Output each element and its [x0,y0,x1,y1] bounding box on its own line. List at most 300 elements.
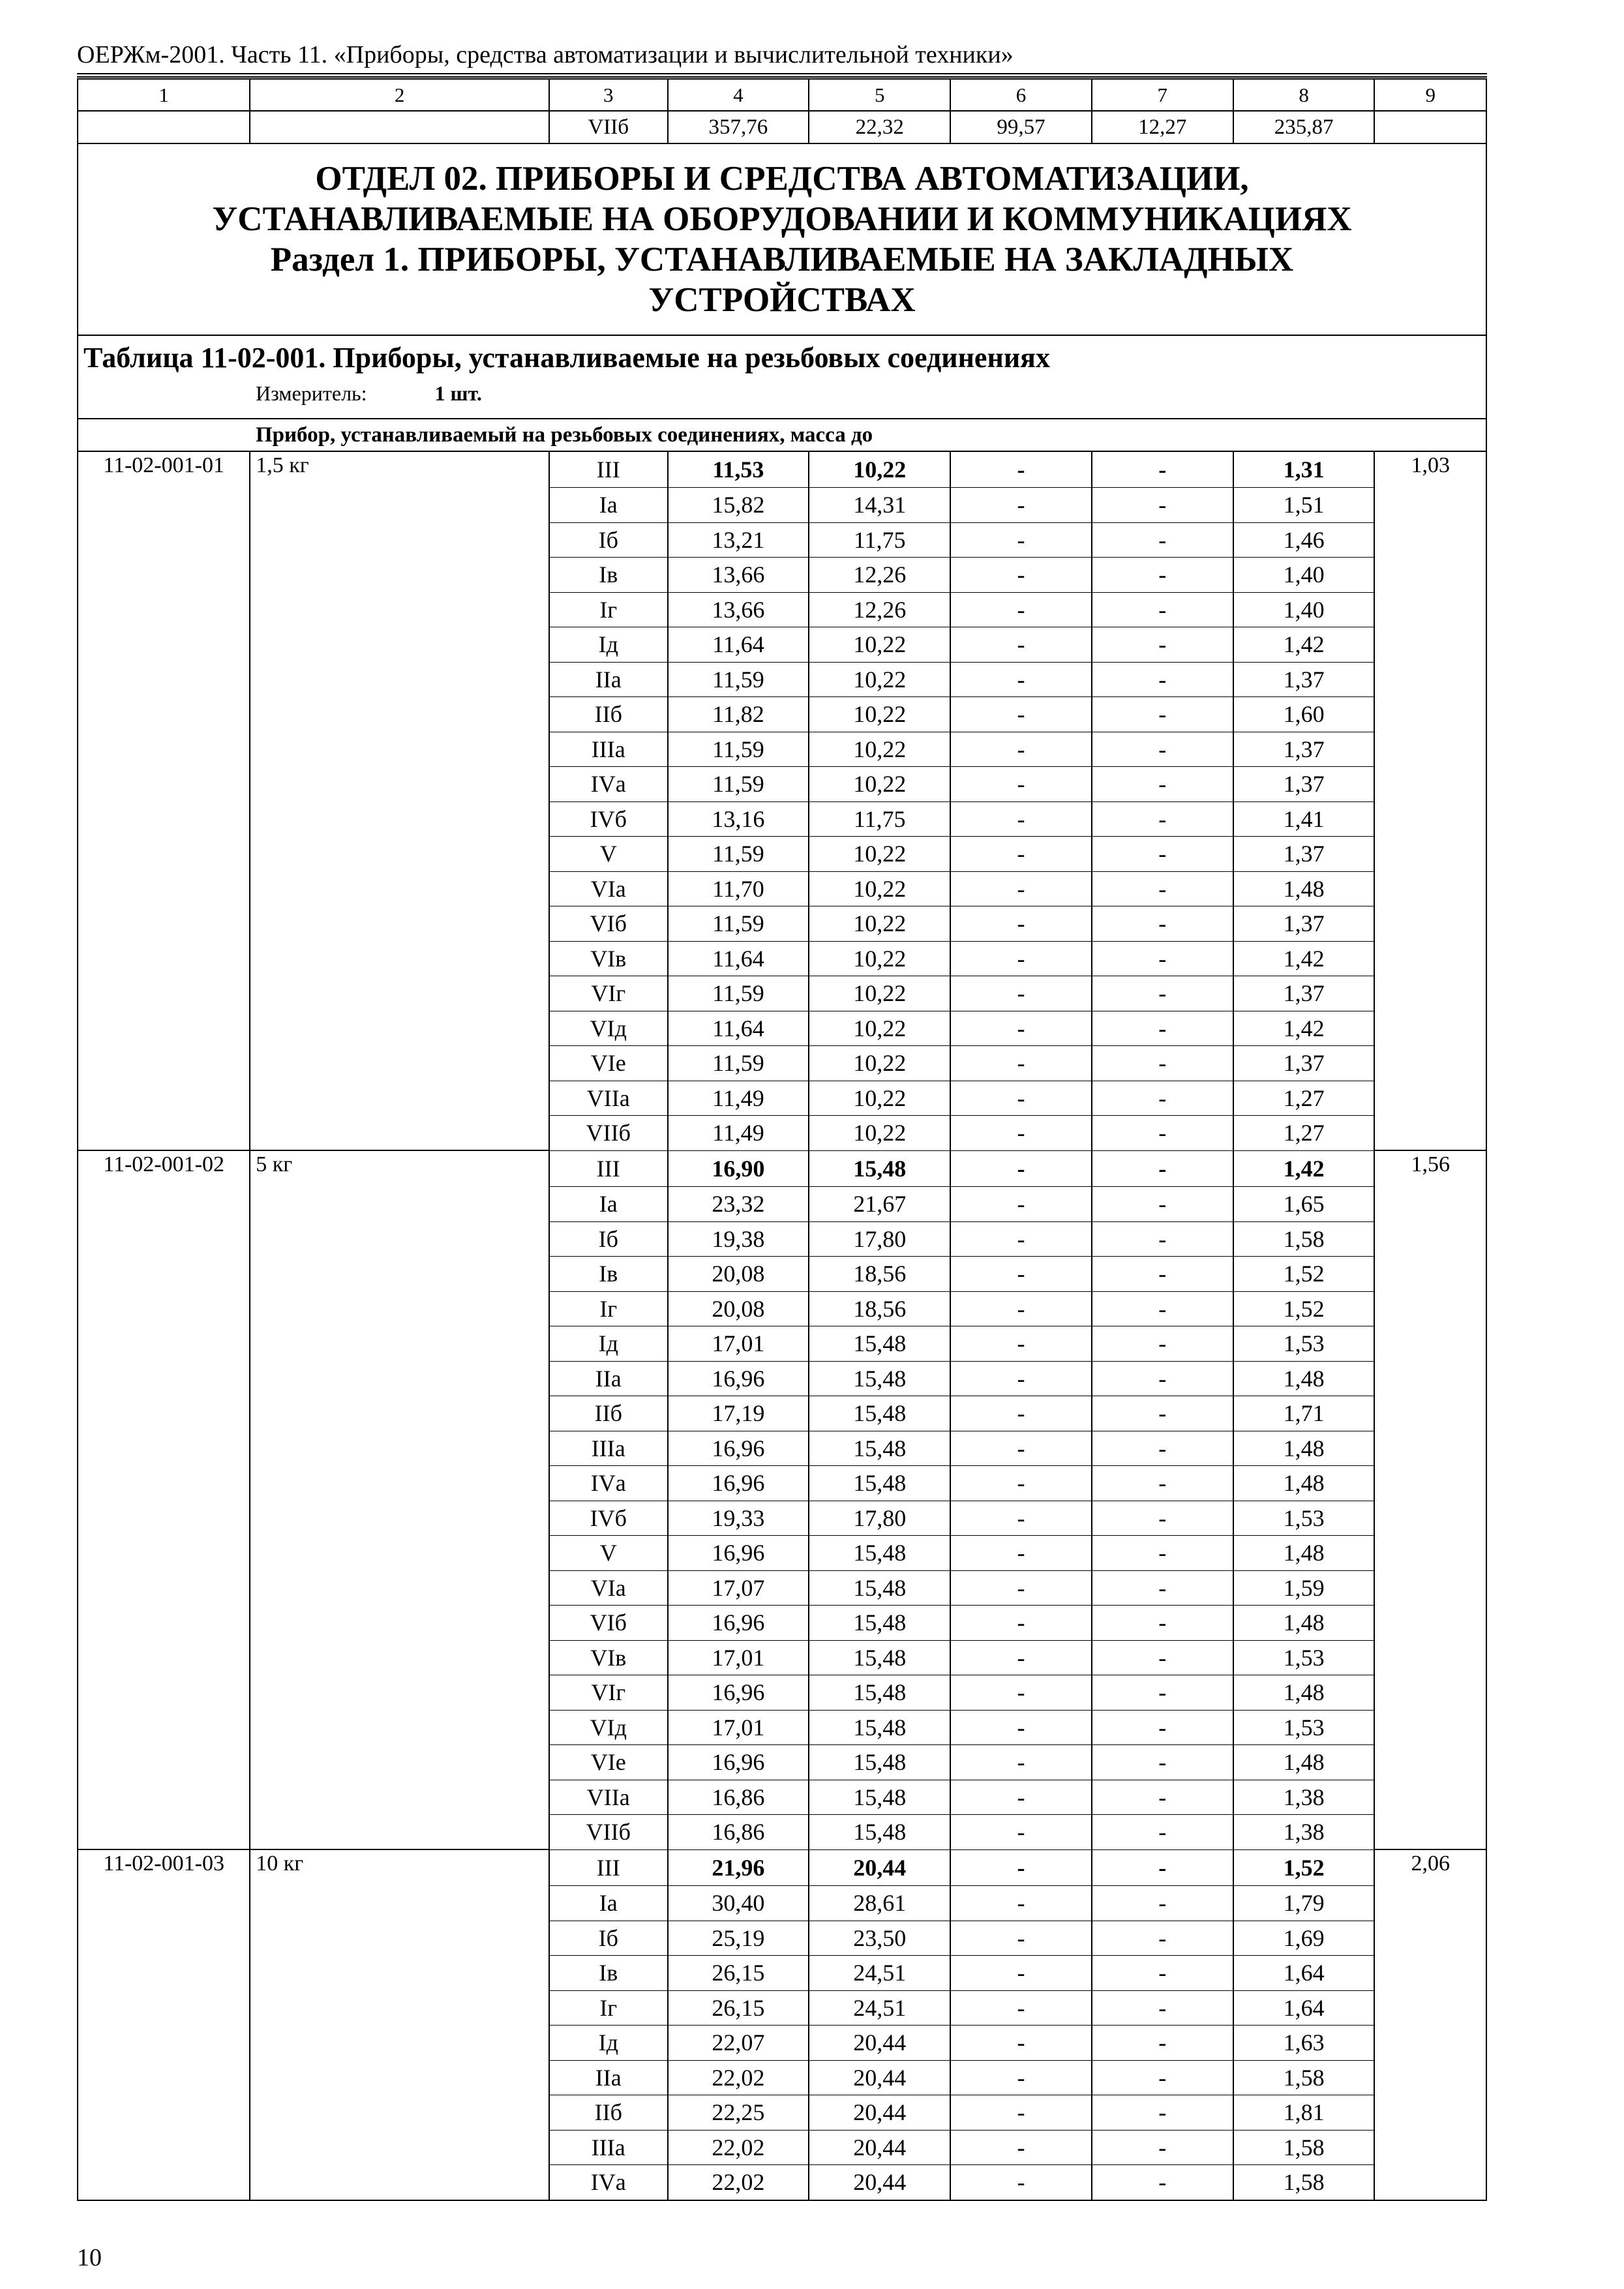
value-cell: 18,56 [809,1291,950,1326]
value-cell: - [1092,1815,1233,1850]
table-row [78,2130,1486,2165]
value-cell: 1,53 [1233,1326,1375,1362]
table-row [78,1187,1486,1222]
value-cell: 1,59 [1233,1570,1375,1606]
zone-cell: IVа [549,2165,668,2200]
rate-code [78,1815,250,1850]
value-cell: 10,22 [809,767,950,802]
value-cell: - [950,1849,1092,1886]
division-title-line1: ОТДЕЛ 02. ПРИБОРЫ И СРЕДСТВА АВТОМАТИЗАЦИИ, [315,160,1249,198]
value-cell: - [1092,2165,1233,2200]
zone-cell: Iд [549,1326,668,1362]
rate-code [78,1921,250,1956]
value-cell: - [950,1081,1092,1116]
value-cell: - [950,1257,1092,1292]
value-cell: 1,38 [1233,1780,1375,1815]
value-cell: - [950,1291,1092,1326]
item-name [250,837,549,872]
value-cell: - [1092,2130,1233,2165]
value-cell: 10,22 [809,732,950,767]
table-row [78,1886,1486,1921]
value-cell: - [1092,1606,1233,1641]
value-cell: 16,96 [668,1606,809,1641]
rate-code [78,1640,250,1675]
item-name [250,1081,549,1116]
rate-code [78,2026,250,2061]
value-cell: - [1092,1745,1233,1780]
zone-cell: VIIб [549,1815,668,1850]
column9-value [1374,2165,1486,2200]
table-row [78,1710,1486,1745]
table-cell [1374,111,1486,143]
part-title-line2: УСТРОЙСТВАХ [648,281,916,319]
table-cell: VIIб [549,111,668,143]
value-cell: 15,48 [809,1780,950,1815]
rate-code [78,732,250,767]
value-cell: - [1092,1187,1233,1222]
zone-cell: Iб [549,1921,668,1956]
item-name [250,871,549,906]
value-cell: 15,48 [809,1466,950,1501]
rate-code [78,2060,250,2095]
value-cell: - [950,1396,1092,1431]
zone-cell: V [549,1536,668,1571]
value-cell: 1,52 [1233,1849,1375,1886]
value-cell: 30,40 [668,1886,809,1921]
value-cell: 1,48 [1233,1536,1375,1571]
value-cell: 15,48 [809,1431,950,1466]
table-cell: 235,87 [1233,111,1375,143]
table-cell: 357,76 [668,111,809,143]
value-cell: 1,38 [1233,1815,1375,1850]
value-cell: - [950,1536,1092,1571]
value-cell: 18,56 [809,1257,950,1292]
table-row [78,801,1486,837]
item-name [250,941,549,976]
value-cell: - [1092,1466,1233,1501]
value-cell: 16,96 [668,1536,809,1571]
value-cell: - [950,1886,1092,1921]
rate-code [78,871,250,906]
value-cell: 1,37 [1233,767,1375,802]
table-cell: 12,27 [1092,111,1233,143]
table-row [78,1990,1486,2026]
table-row [78,1501,1486,1536]
value-cell: 11,64 [668,941,809,976]
value-cell: - [1092,1116,1233,1151]
column-number: 9 [1374,79,1486,111]
value-cell: 11,49 [668,1081,809,1116]
item-name [250,662,549,697]
zone-cell: IIIа [549,732,668,767]
value-cell: - [950,1431,1092,1466]
column9-value [1374,1466,1486,1501]
column9-value [1374,627,1486,663]
table-row [78,1221,1486,1257]
table-row [78,2165,1486,2200]
value-cell: - [950,837,1092,872]
value-cell: - [950,1710,1092,1745]
value-cell: 1,37 [1233,906,1375,942]
value-cell: - [950,627,1092,663]
item-name [250,1815,549,1850]
column9-value [1374,1640,1486,1675]
value-cell: - [1092,2026,1233,2061]
value-cell: 23,32 [668,1187,809,1222]
column9-value [1374,1221,1486,1257]
value-cell: 15,48 [809,1570,950,1606]
rate-code [78,1780,250,1815]
column9-value [1374,1990,1486,2026]
column9-value [1374,1116,1486,1151]
item-name [250,1570,549,1606]
table-title: Таблица 11-02-001. Приборы, устанавливаемые на резьбовых соединениях [83,342,1050,374]
value-cell: - [950,1187,1092,1222]
value-cell: - [1092,1780,1233,1815]
rate-code [78,2130,250,2165]
column9-value [1374,488,1486,523]
table-row [78,1956,1486,1991]
zone-cell: IVа [549,1466,668,1501]
value-cell: 1,64 [1233,1990,1375,2026]
table-row [78,1011,1486,1046]
table-row [78,1536,1486,1571]
table-row [78,732,1486,767]
table-row [78,2060,1486,2095]
rate-code [78,1956,250,1991]
value-cell: 28,61 [809,1886,950,1921]
item-name [250,1326,549,1362]
value-cell: 1,37 [1233,976,1375,1011]
rate-code [78,906,250,942]
value-cell: 22,25 [668,2095,809,2131]
value-cell: 21,96 [668,1849,809,1886]
value-cell: 10,22 [809,662,950,697]
value-cell: 1,60 [1233,697,1375,732]
value-cell: - [950,662,1092,697]
table-row [78,1745,1486,1780]
zone-cell: VIб [549,906,668,942]
table-row [78,1675,1486,1711]
value-cell: - [950,488,1092,523]
rate-code [78,1675,250,1711]
value-cell: 1,69 [1233,1921,1375,1956]
value-cell: - [950,906,1092,942]
table-row [78,1326,1486,1362]
column9-value [1374,1081,1486,1116]
rates-table [77,78,1487,2201]
rate-code [78,1396,250,1431]
value-cell: - [1092,1011,1233,1046]
zone-cell: VIе [549,1745,668,1780]
unit-line [78,378,1486,409]
item-name [250,1745,549,1780]
rate-code [78,1361,250,1396]
value-cell: 15,48 [809,1150,950,1187]
value-cell: - [950,801,1092,837]
zone-cell: VIе [549,1046,668,1081]
column-number: 1 [78,79,250,111]
zone-cell: IIа [549,2060,668,2095]
item-name [250,1956,549,1991]
table-row [78,1291,1486,1326]
value-cell: - [1092,1570,1233,1606]
value-cell: 1,71 [1233,1396,1375,1431]
zone-cell: IIа [549,662,668,697]
value-cell: 1,31 [1233,451,1375,488]
value-cell: 20,44 [809,2130,950,2165]
value-cell: 1,79 [1233,1886,1375,1921]
value-cell: 12,26 [809,558,950,593]
value-cell: - [950,1606,1092,1641]
value-cell: 10,22 [809,976,950,1011]
value-cell: - [950,1956,1092,1991]
table-title-row [78,335,1486,419]
item-name [250,2026,549,2061]
value-cell: - [1092,767,1233,802]
section-heading [78,143,1486,335]
value-cell: - [1092,801,1233,837]
value-cell: 20,08 [668,1257,809,1292]
value-cell: - [1092,1675,1233,1711]
item-name [250,1361,549,1396]
running-header: ОЕРЖм-2001. Часть 11. «Приборы, средства автоматизации и вычислительной техники» [77,41,1014,68]
item-name [250,1257,549,1292]
zone-cell: VIг [549,1675,668,1711]
value-cell: 1,53 [1233,1501,1375,1536]
zone-cell: Iд [549,2026,668,2061]
value-cell: 15,48 [809,1640,950,1675]
value-cell: - [950,1675,1092,1711]
value-cell: 11,59 [668,976,809,1011]
item-name [250,522,549,558]
table-row [78,1570,1486,1606]
rate-code [78,1710,250,1745]
table-cell: 99,57 [950,111,1092,143]
zone-cell: VIд [549,1710,668,1745]
value-cell: 10,22 [809,697,950,732]
column-number: 8 [1233,79,1375,111]
rate-code [78,1046,250,1081]
value-cell: 20,08 [668,1291,809,1326]
value-cell: - [950,1361,1092,1396]
zone-cell: VIа [549,871,668,906]
value-cell: 11,64 [668,627,809,663]
value-cell: - [1092,1536,1233,1571]
item-name [250,1990,549,2026]
zone-cell: Iа [549,1187,668,1222]
value-cell: - [950,767,1092,802]
value-cell: - [1092,1921,1233,1956]
zone-cell: III [549,1849,668,1886]
rate-code [78,1745,250,1780]
value-cell: 1,64 [1233,1956,1375,1991]
column9-value [1374,2060,1486,2095]
value-cell: 13,16 [668,801,809,837]
table-row [78,906,1486,942]
value-cell: 20,44 [809,2060,950,2095]
rate-code [78,1570,250,1606]
value-cell: 17,80 [809,1221,950,1257]
value-cell: - [950,2026,1092,2061]
rate-code [78,1081,250,1116]
value-cell: - [950,1745,1092,1780]
table-cell [78,111,250,143]
value-cell: 1,48 [1233,1745,1375,1780]
value-cell: 25,19 [668,1921,809,1956]
value-cell: 22,02 [668,2060,809,2095]
value-cell: 11,70 [668,871,809,906]
value-cell: 1,42 [1233,1150,1375,1187]
subheading-row [78,419,1486,451]
column9-value [1374,837,1486,872]
value-cell: 17,80 [809,1501,950,1536]
value-cell: - [1092,1501,1233,1536]
rate-code [78,1187,250,1222]
value-cell: - [1092,627,1233,663]
value-cell: - [950,451,1092,488]
value-cell: - [950,592,1092,627]
rate-code [78,837,250,872]
value-cell: - [1092,592,1233,627]
table-row [78,1150,1486,1187]
value-cell: - [1092,488,1233,523]
column9-value [1374,2130,1486,2165]
value-cell: 1,37 [1233,732,1375,767]
zone-cell: V [549,837,668,872]
rate-code [78,1886,250,1921]
table-row [78,1921,1486,1956]
page-number: 10 [77,2244,102,2271]
column9-value [1374,558,1486,593]
value-cell: 1,42 [1233,941,1375,976]
value-cell: - [1092,2095,1233,2131]
value-cell: 16,96 [668,1745,809,1780]
rate-code [78,627,250,663]
value-cell: - [950,941,1092,976]
column9-value [1374,732,1486,767]
zone-cell: IIа [549,1361,668,1396]
table-title-cell [78,335,1486,419]
value-cell: - [1092,451,1233,488]
value-cell: 11,64 [668,1011,809,1046]
rate-code [78,1466,250,1501]
value-cell: 19,38 [668,1221,809,1257]
item-name: 1,5 кг [250,451,549,488]
item-name [250,697,549,732]
item-name [250,2060,549,2095]
column-number: 6 [950,79,1092,111]
column-number: 7 [1092,79,1233,111]
value-cell: 11,59 [668,732,809,767]
table-row [78,451,1486,488]
value-cell: 20,44 [809,2095,950,2131]
column9-value [1374,1257,1486,1292]
column9-value [1374,1956,1486,1991]
column9-value [1374,1921,1486,1956]
value-cell: 15,48 [809,1815,950,1850]
zone-cell: VIг [549,976,668,1011]
column9-value [1374,2095,1486,2131]
column9-value [1374,1046,1486,1081]
column9-value [1374,697,1486,732]
value-cell: - [1092,1431,1233,1466]
value-cell: - [950,2165,1092,2200]
value-cell: 17,07 [668,1570,809,1606]
column-number: 3 [549,79,668,111]
zone-cell: Iб [549,1221,668,1257]
value-cell: 1,48 [1233,871,1375,906]
value-cell: 26,15 [668,1990,809,2026]
column9-value [1374,1570,1486,1606]
value-cell: 15,48 [809,1536,950,1571]
rate-code [78,1291,250,1326]
value-cell: 15,48 [809,1745,950,1780]
column9-value [1374,1361,1486,1396]
value-cell: 10,22 [809,1116,950,1151]
value-cell: - [1092,732,1233,767]
item-name [250,1501,549,1536]
table-row [78,1046,1486,1081]
value-cell: 23,50 [809,1921,950,1956]
zone-cell: IVа [549,767,668,802]
column9-value [1374,976,1486,1011]
column9-value [1374,1536,1486,1571]
rate-code [78,1501,250,1536]
value-cell: - [950,1011,1092,1046]
table-row [78,662,1486,697]
value-cell: - [950,871,1092,906]
value-cell: 16,90 [668,1150,809,1187]
value-cell: 1,65 [1233,1187,1375,1222]
rate-code: 11-02-001-02 [78,1150,250,1187]
value-cell: 1,48 [1233,1466,1375,1501]
item-name [250,1780,549,1815]
value-cell: 22,02 [668,2165,809,2200]
value-cell: 16,96 [668,1466,809,1501]
item-name [250,1046,549,1081]
zone-cell: IIб [549,697,668,732]
zone-cell: IIб [549,2095,668,2131]
value-cell: 16,96 [668,1361,809,1396]
value-cell: 13,66 [668,592,809,627]
zone-cell: VIв [549,941,668,976]
table-row [78,976,1486,1011]
value-cell: 10,22 [809,1011,950,1046]
column9-value [1374,1745,1486,1780]
value-cell: - [950,1150,1092,1187]
rate-code [78,1116,250,1151]
item-name [250,2130,549,2165]
value-cell: - [950,1116,1092,1151]
value-cell: 11,59 [668,837,809,872]
column9-value: 1,03 [1374,451,1486,488]
zone-cell: VIIа [549,1081,668,1116]
value-cell: 1,48 [1233,1675,1375,1711]
value-cell: - [1092,1257,1233,1292]
item-name [250,627,549,663]
rate-code [78,488,250,523]
column-number: 4 [668,79,809,111]
column9-value [1374,592,1486,627]
value-cell: - [950,1466,1092,1501]
value-cell: - [950,1780,1092,1815]
item-name [250,558,549,593]
value-cell: - [1092,1886,1233,1921]
item-name [250,1640,549,1675]
value-cell: - [1092,1849,1233,1886]
rate-code [78,2095,250,2131]
